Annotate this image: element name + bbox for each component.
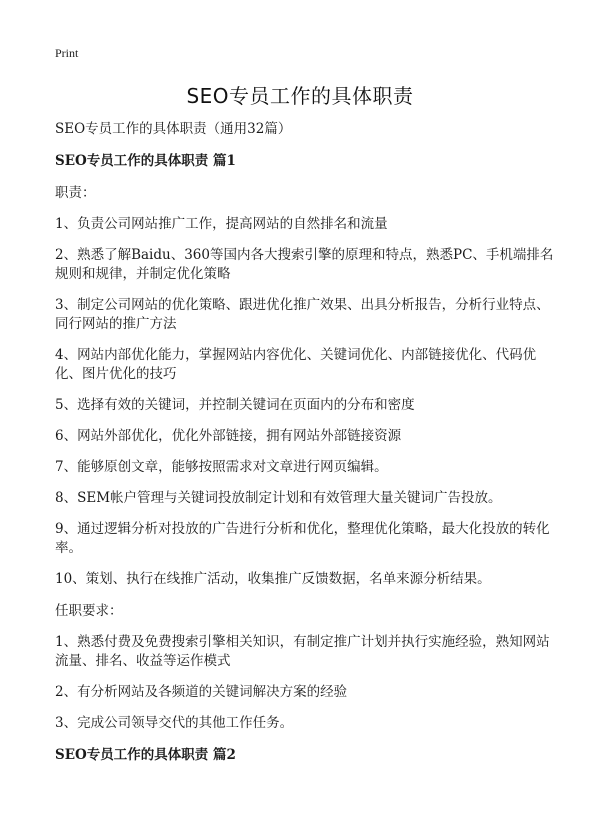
list-item: 4、网站内部优化能力，掌握网站内容优化、关键词优化、内部链接优化、代码优化、图片优化的技巧 bbox=[55, 347, 537, 382]
list-item: 2、熟悉了解Baidu、360等国内各大搜索引擎的原理和特点，熟悉PC、手机端排名规则和规律，并制定优化策略 bbox=[55, 247, 554, 282]
list-item: 10、策划、执行在线推广活动，收集推广反馈数据，名单来源分析结果。 bbox=[55, 571, 491, 587]
section-heading-1: SEO专员工作的具体职责 篇1 bbox=[55, 153, 236, 169]
requirements-label: 任职要求： bbox=[55, 603, 123, 619]
list-item: 7、能够原创文章，能够按照需求对文章进行网页编辑。 bbox=[55, 459, 388, 475]
list-item: 2、有分析网站及各频道的关键词解决方案的经验 bbox=[55, 684, 348, 700]
document-body bbox=[55, 120, 555, 765]
list-item: 8、SEM帐户管理与关键词投放制定计划和有效管理大量关键词广告投放。 bbox=[55, 490, 502, 506]
list-item: 1、负责公司网站推广工作，提高网站的自然排名和流量 bbox=[55, 216, 388, 232]
list-item: 1、熟悉付费及免费搜索引擎相关知识，有制定推广计划并执行实施经验，熟知网站流量、排名、收益等运作模式 bbox=[55, 634, 550, 669]
document-subtitle: SEO专员工作的具体职责（通用32篇） bbox=[55, 121, 292, 137]
list-item: 3、制定公司网站的优化策略、跟进优化推广效果、出具分析报告，分析行业特点、同行网站的推广方法 bbox=[55, 297, 550, 332]
list-item: 5、选择有效的关键词，并控制关键词在页面内的分布和密度 bbox=[55, 397, 415, 413]
duties-list bbox=[55, 215, 555, 589]
print-label: Print bbox=[55, 46, 79, 60]
duties-label: 职责： bbox=[55, 185, 96, 201]
list-item: 6、网站外部优化，优化外部链接，拥有网站外部链接资源 bbox=[55, 428, 402, 444]
section-heading-2: SEO专员工作的具体职责 篇2 bbox=[55, 747, 236, 763]
list-item: 9、通过逻辑分析对投放的广告进行分析和优化，整理优化策略，最大化投放的转化率。 bbox=[55, 521, 550, 556]
requirements-list bbox=[55, 633, 555, 733]
page-title: SEO专员工作的具体职责 bbox=[186, 84, 414, 108]
list-item: 3、完成公司领导交代的其他工作任务。 bbox=[55, 715, 294, 731]
